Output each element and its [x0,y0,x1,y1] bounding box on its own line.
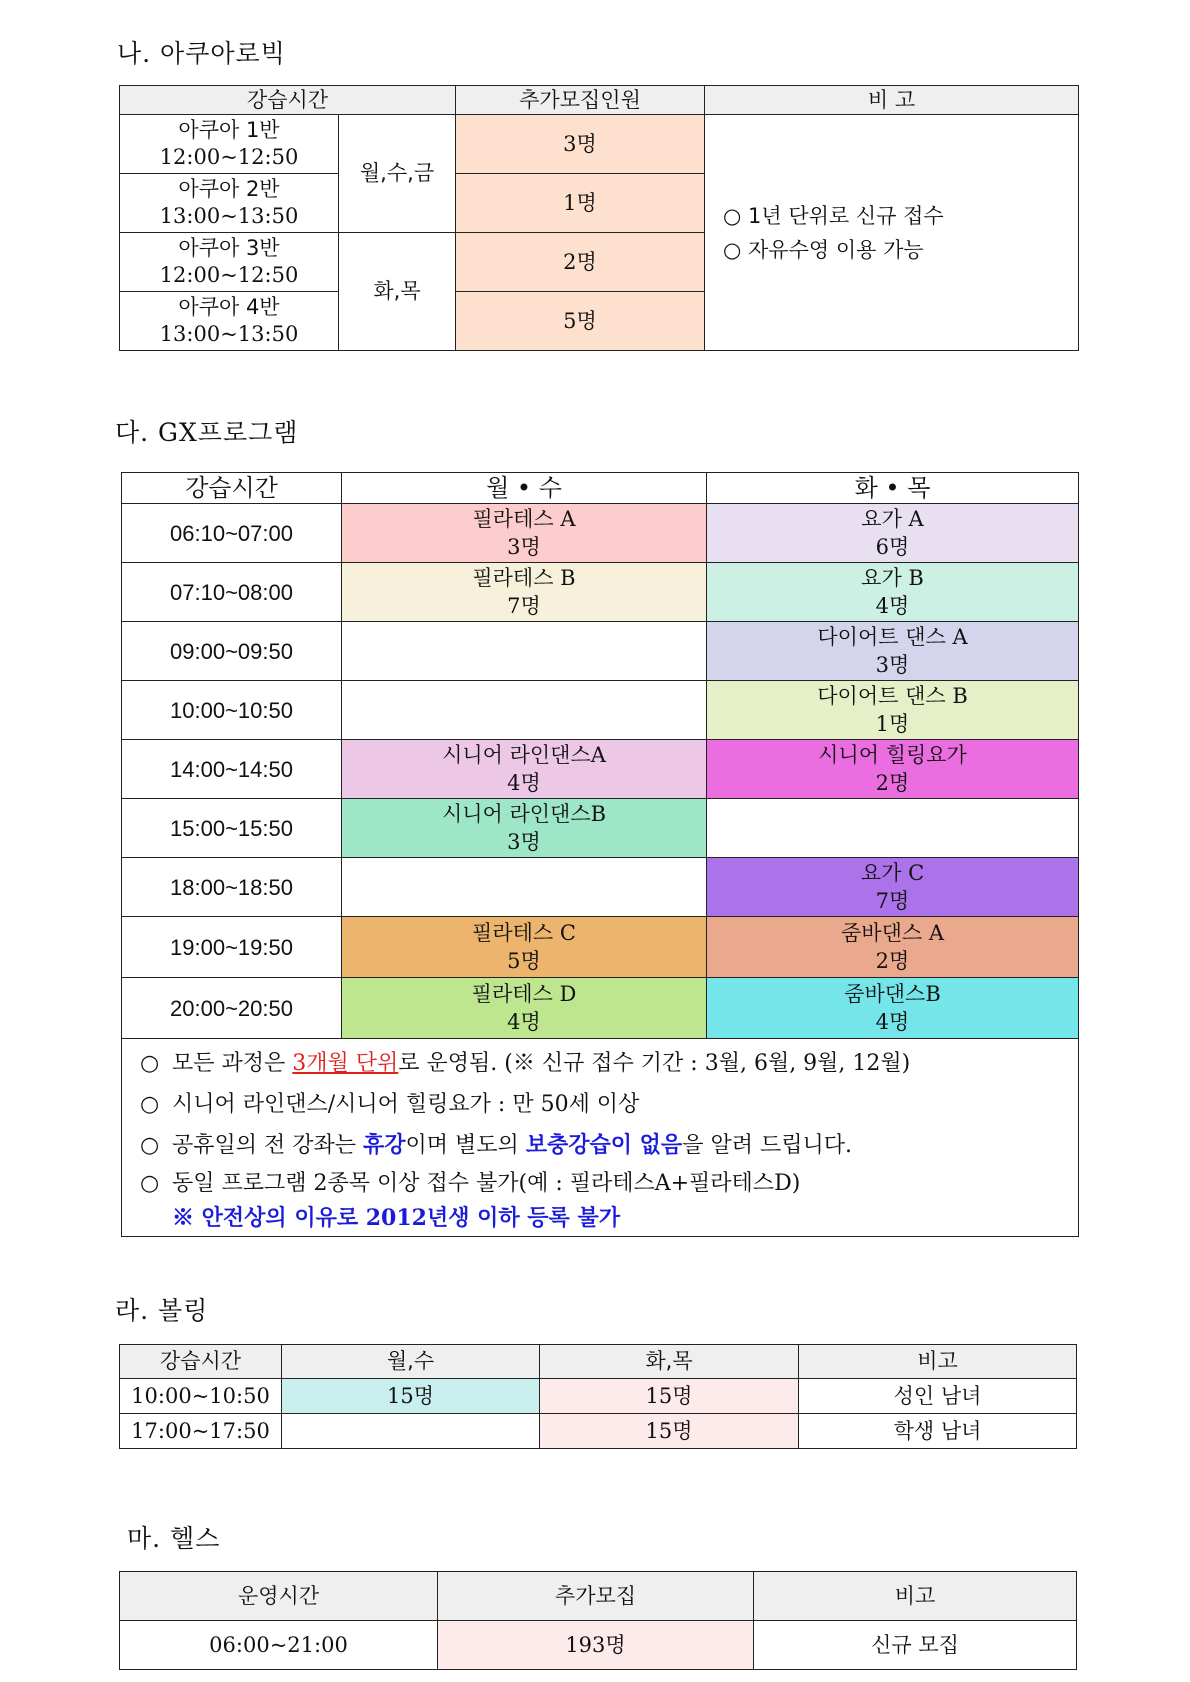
aqua-class-name: 아쿠아 1반 [178,118,280,142]
bullet-icon: ○ [140,1092,160,1117]
gx-class-count: 1명 [875,712,910,736]
health-header-note: 비고 [754,1572,1077,1621]
bowling-tt-cell: 15명 [540,1379,799,1414]
gx-class-cell-mw [342,681,707,740]
gx-class-count: 2명 [875,949,910,973]
aqua-note-line: ○ 자유수영 이용 가능 [723,237,924,262]
gx-note-text: 모든 과정은 [172,1051,293,1076]
aqua-count-cell: 1명 [456,174,705,233]
gx-note-line [140,1084,1078,1125]
gx-note-warning [140,1201,1078,1236]
aqua-notes-cell [705,115,1079,351]
gx-note-highlight: 보충강습이 없음 [525,1132,683,1158]
gx-header-mw: 월 • 수 [342,473,707,504]
gx-class-cell-mw [342,978,707,1039]
aqua-class-time: 13:00~13:50 [159,322,299,346]
gx-class-count: 4명 [875,594,910,618]
gx-class-name: 줌바댄스B [844,982,941,1006]
gx-schedule-row [122,563,1079,622]
aqua-class-name: 아쿠아 2반 [178,177,280,201]
gx-note-highlight: 3개월 단위 [292,1051,399,1076]
bowling-note-cell: 학생 남녀 [799,1414,1077,1449]
gx-class-cell-tt [707,917,1079,978]
gx-class-cell-mw [342,622,707,681]
gx-header-time: 강습시간 [122,473,342,504]
gx-class-cell-mw [342,917,707,978]
gx-section-title: 다. GX프로그램 [115,418,299,447]
bowling-note-cell: 성인 남녀 [799,1379,1077,1414]
gx-class-cell-tt [707,622,1079,681]
gx-schedule-row [122,978,1079,1039]
gx-class-count: 5명 [507,949,541,973]
gx-note-text: 로 운영됨. (※ 신규 접수 기간 : 3월, 6월, 9월, 12월) [398,1051,911,1076]
gx-note-line [140,1166,1078,1201]
gx-class-cell-mw [342,799,707,858]
gx-class-count: 4명 [507,1010,541,1034]
bowling-mw-cell [282,1414,540,1449]
gx-note-text: 동일 프로그램 2종목 이상 접수 불가(예 : 필라테스A+필라테스D) [172,1171,801,1196]
gx-class-count: 4명 [507,771,541,795]
aqua-note-line: ○ 1년 단위로 신규 접수 [723,203,944,228]
bowling-time-cell: 10:00~10:50 [120,1379,282,1414]
aqua-class-cell [120,292,339,351]
gx-class-cell-mw [342,740,707,799]
gx-notes-cell [122,1039,1079,1237]
gx-class-name: 다이어트 댄스 A [817,625,968,649]
health-header-count: 추가모집 [438,1572,754,1621]
gx-time-cell: 20:00~20:50 [122,978,342,1039]
gx-class-cell-tt [707,504,1079,563]
bowling-section-title: 라. 볼링 [115,1296,209,1325]
gx-class-name: 시니어 힐링요가 [818,743,967,767]
gx-class-count: 7명 [875,889,910,913]
bullet-icon: ○ [140,1051,160,1076]
gx-class-name: 요가 A [861,507,924,531]
health-section-title: 마. 헬스 [127,1524,221,1553]
gx-class-name: 줌바댄스 A [841,921,944,945]
bowling-table [119,1344,1077,1449]
health-time-cell: 06:00~21:00 [120,1621,438,1670]
gx-schedule-row [122,799,1079,858]
aqua-days-cell: 화,목 [339,233,456,351]
gx-schedule-row [122,740,1079,799]
gx-header-tt: 화 • 목 [707,473,1079,504]
gx-class-name: 요가 C [860,861,925,885]
gx-class-count: 3명 [507,830,541,854]
gx-schedule-row [122,504,1079,563]
gx-schedule-row [122,917,1079,978]
bowling-mw-cell: 15명 [282,1379,540,1414]
gx-schedule-row [122,858,1079,917]
aqua-class-cell [120,174,339,233]
bowling-header-time: 강습시간 [120,1345,282,1379]
bullet-icon: ○ [140,1171,160,1196]
gx-time-cell: 19:00~19:50 [122,917,342,978]
aqua-days-cell: 월,수,금 [339,115,456,233]
gx-time-cell: 15:00~15:50 [122,799,342,858]
aqua-class-name: 아쿠아 4반 [178,295,280,319]
aqua-header-count: 추가모집인원 [456,86,705,115]
gx-class-cell-tt [707,740,1079,799]
gx-class-cell-tt [707,681,1079,740]
gx-time-cell: 06:10~07:00 [122,504,342,563]
gx-class-name: 요가 B [861,566,924,590]
aqua-table [119,85,1079,351]
gx-class-name: 시니어 라인댄스B [441,802,607,826]
gx-class-name: 필라테스 C [472,921,576,945]
aqua-header-time: 강습시간 [120,86,456,115]
gx-class-count: 4명 [875,1010,910,1034]
gx-class-cell-mw [342,504,707,563]
aqua-header-note: 비 고 [705,86,1079,115]
gx-class-count: 3명 [507,535,541,559]
bowling-header-note: 비고 [799,1345,1077,1379]
gx-note-text: 이며 별도의 [405,1133,526,1158]
gx-class-count: 3명 [875,653,910,677]
gx-class-count: 7명 [507,594,541,618]
gx-class-count: 6명 [875,535,910,559]
bowling-tt-cell: 15명 [540,1414,799,1449]
gx-note-text: 을 알려 드립니다. [682,1133,852,1158]
aqua-class-time: 12:00~12:50 [159,145,299,169]
gx-time-cell: 10:00~10:50 [122,681,342,740]
gx-schedule-row [122,622,1079,681]
bowling-header-tt: 화,목 [540,1345,799,1379]
gx-time-cell: 07:10~08:00 [122,563,342,622]
health-header-time: 운영시간 [120,1572,438,1621]
aqua-class-time: 13:00~13:50 [159,204,299,228]
gx-class-count: 2명 [875,771,910,795]
gx-note-line [140,1125,1078,1166]
gx-class-name: 필라테스 B [472,566,576,590]
aqua-count-cell: 5명 [456,292,705,351]
gx-class-name: 시니어 라인댄스A [442,743,606,767]
bowling-time-cell: 17:00~17:50 [120,1414,282,1449]
aqua-class-cell [120,233,339,292]
gx-time-cell: 14:00~14:50 [122,740,342,799]
gx-note-highlight: ※ 안전상의 이유로 2012년생 이하 등록 불가 [172,1205,620,1231]
gx-class-name: 필라테스 A [472,507,576,531]
gx-note-text: 시니어 라인댄스/시니어 힐링요가 : 만 50세 이상 [172,1092,640,1117]
aqua-class-time: 12:00~12:50 [159,263,299,287]
aqua-count-cell: 3명 [456,115,705,174]
bowling-header-mw: 월,수 [282,1345,540,1379]
aqua-class-name: 아쿠아 3반 [178,236,280,260]
gx-class-name: 다이어트 댄스 B [817,684,968,708]
bullet-icon: ○ [140,1133,160,1158]
gx-time-cell: 09:00~09:50 [122,622,342,681]
gx-class-cell-tt [707,858,1079,917]
aqua-section-title: 나. 아쿠아로빅 [117,39,286,68]
gx-note-text: 공휴일의 전 강좌는 [172,1133,363,1158]
health-table [119,1571,1077,1670]
health-note-cell: 신규 모집 [754,1621,1077,1670]
gx-class-cell-mw [342,858,707,917]
gx-note-line [140,1043,1078,1084]
aqua-class-cell [120,115,339,174]
gx-class-name: 필라테스 D [471,982,577,1006]
gx-class-cell-tt [707,978,1079,1039]
gx-table [121,472,1079,1237]
gx-note-highlight: 휴강 [363,1132,406,1158]
aqua-count-cell: 2명 [456,233,705,292]
gx-schedule-row [122,681,1079,740]
gx-class-cell-tt [707,799,1079,858]
gx-time-cell: 18:00~18:50 [122,858,342,917]
gx-class-cell-tt [707,563,1079,622]
health-count-cell: 193명 [438,1621,754,1670]
gx-class-cell-mw [342,563,707,622]
